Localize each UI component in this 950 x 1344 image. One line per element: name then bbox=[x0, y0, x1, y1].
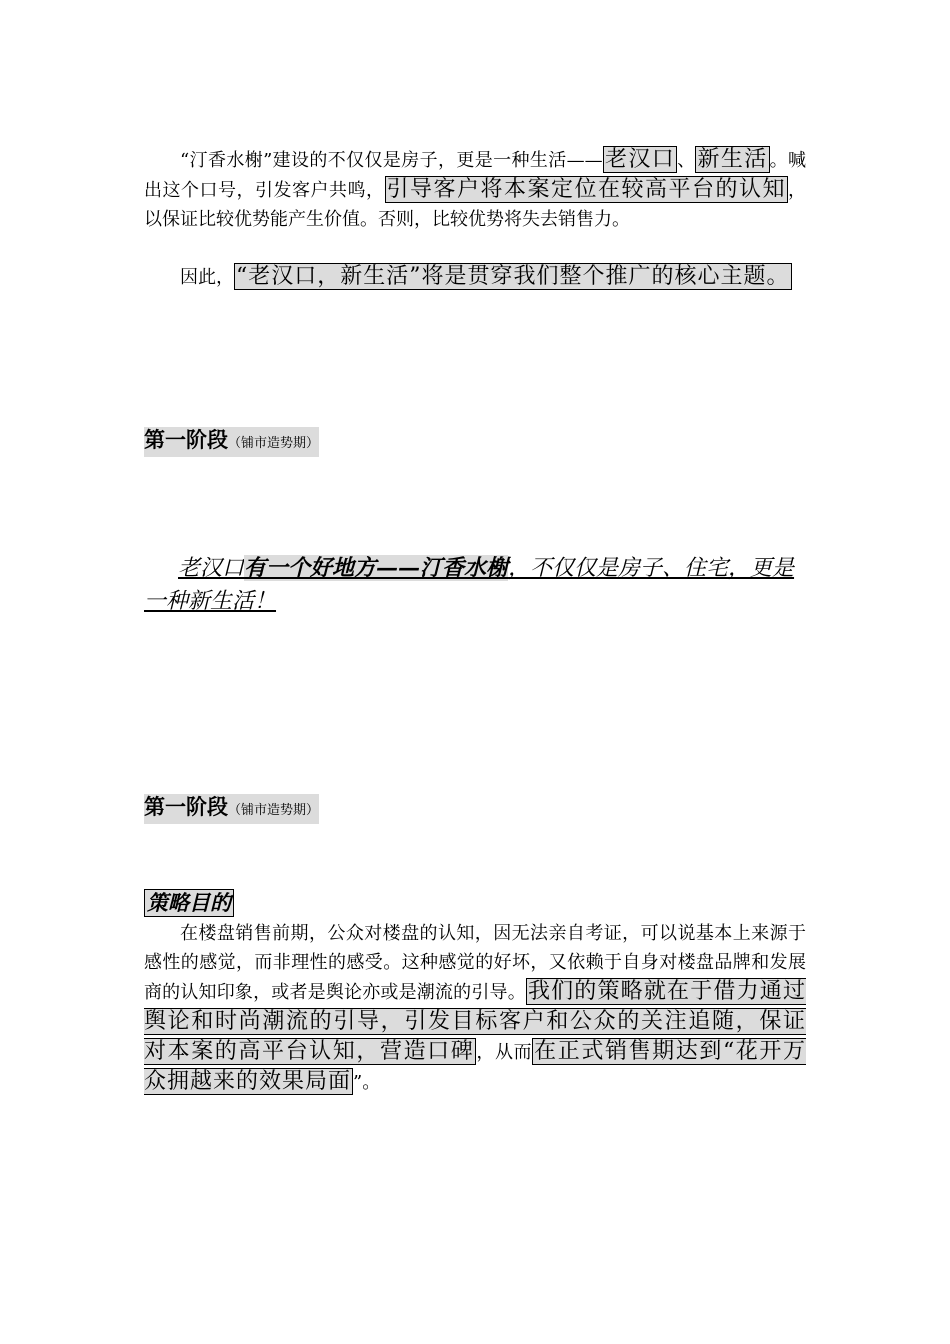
intro-paragraph bbox=[144, 145, 806, 234]
slogan bbox=[144, 552, 806, 618]
strategy-title: 策略目的 bbox=[144, 889, 234, 917]
core-theme-paragraph bbox=[144, 262, 806, 292]
highlight-old-hankou: 老汉口 bbox=[604, 147, 676, 172]
stage-heading-2 bbox=[144, 794, 319, 824]
stage-subtitle: （铺市造势期） bbox=[228, 803, 320, 818]
highlight-positioning: 引导客户将本案定位在较高平台的认知 bbox=[386, 177, 786, 202]
stage-heading-1 bbox=[144, 427, 319, 457]
strategy-paragraph bbox=[144, 919, 806, 1097]
strategy-text-1: 在楼盘销售前期，公众对楼盘的认知，因无法亲自考证，可以说基本上来源于感性的感觉，而非理性的感受。这种感觉的好坏，又依赖于自身对楼盘品牌和发展商的认知印象，或者是舆论亦或是潮流的引导。 bbox=[144, 923, 806, 1003]
slogan-highlight: 有一个好地方——汀香水榭 bbox=[244, 555, 509, 581]
highlight-new-life: 新生活 bbox=[697, 147, 768, 172]
slogan-part-2: ，不仅仅是房子、住宅，更是一种新生活！ bbox=[144, 556, 795, 614]
intro-text-1: “汀香水榭”建设的不仅仅是房子，更是一种生活—— bbox=[180, 150, 603, 171]
highlight-goal: 在正式销售期达到“花开万众拥越来的效果局面 bbox=[144, 1039, 806, 1094]
stage-title: 第一阶段 bbox=[144, 428, 228, 452]
strategy-text-3: ”。 bbox=[353, 1072, 381, 1093]
highlight-strategy: 我们的策略就在于借力通过舆论和时尚潮流的引导，引发目标客户和公众的关注追随，保证对本案的高平台认知，营造口碑 bbox=[144, 979, 806, 1064]
intro-text-2: 。喊出这个口号，引发客户共鸣， bbox=[144, 150, 806, 201]
highlight-core-theme: “老汉口，新生活”将是贯穿我们整个推广的核心主题。 bbox=[236, 264, 790, 289]
strategy-text-2: ，从而 bbox=[476, 1042, 533, 1063]
stage-title: 第一阶段 bbox=[144, 795, 228, 819]
slogan-part-1: 老汉口 bbox=[178, 556, 245, 581]
intro-text-3: ，以保证比较优势能产生价值。否则，比较优势将失去销售力。 bbox=[144, 180, 806, 230]
core-theme-lead: 因此， bbox=[180, 267, 234, 288]
intro-sep: 、 bbox=[677, 150, 696, 171]
stage-subtitle: （铺市造势期） bbox=[228, 436, 320, 451]
